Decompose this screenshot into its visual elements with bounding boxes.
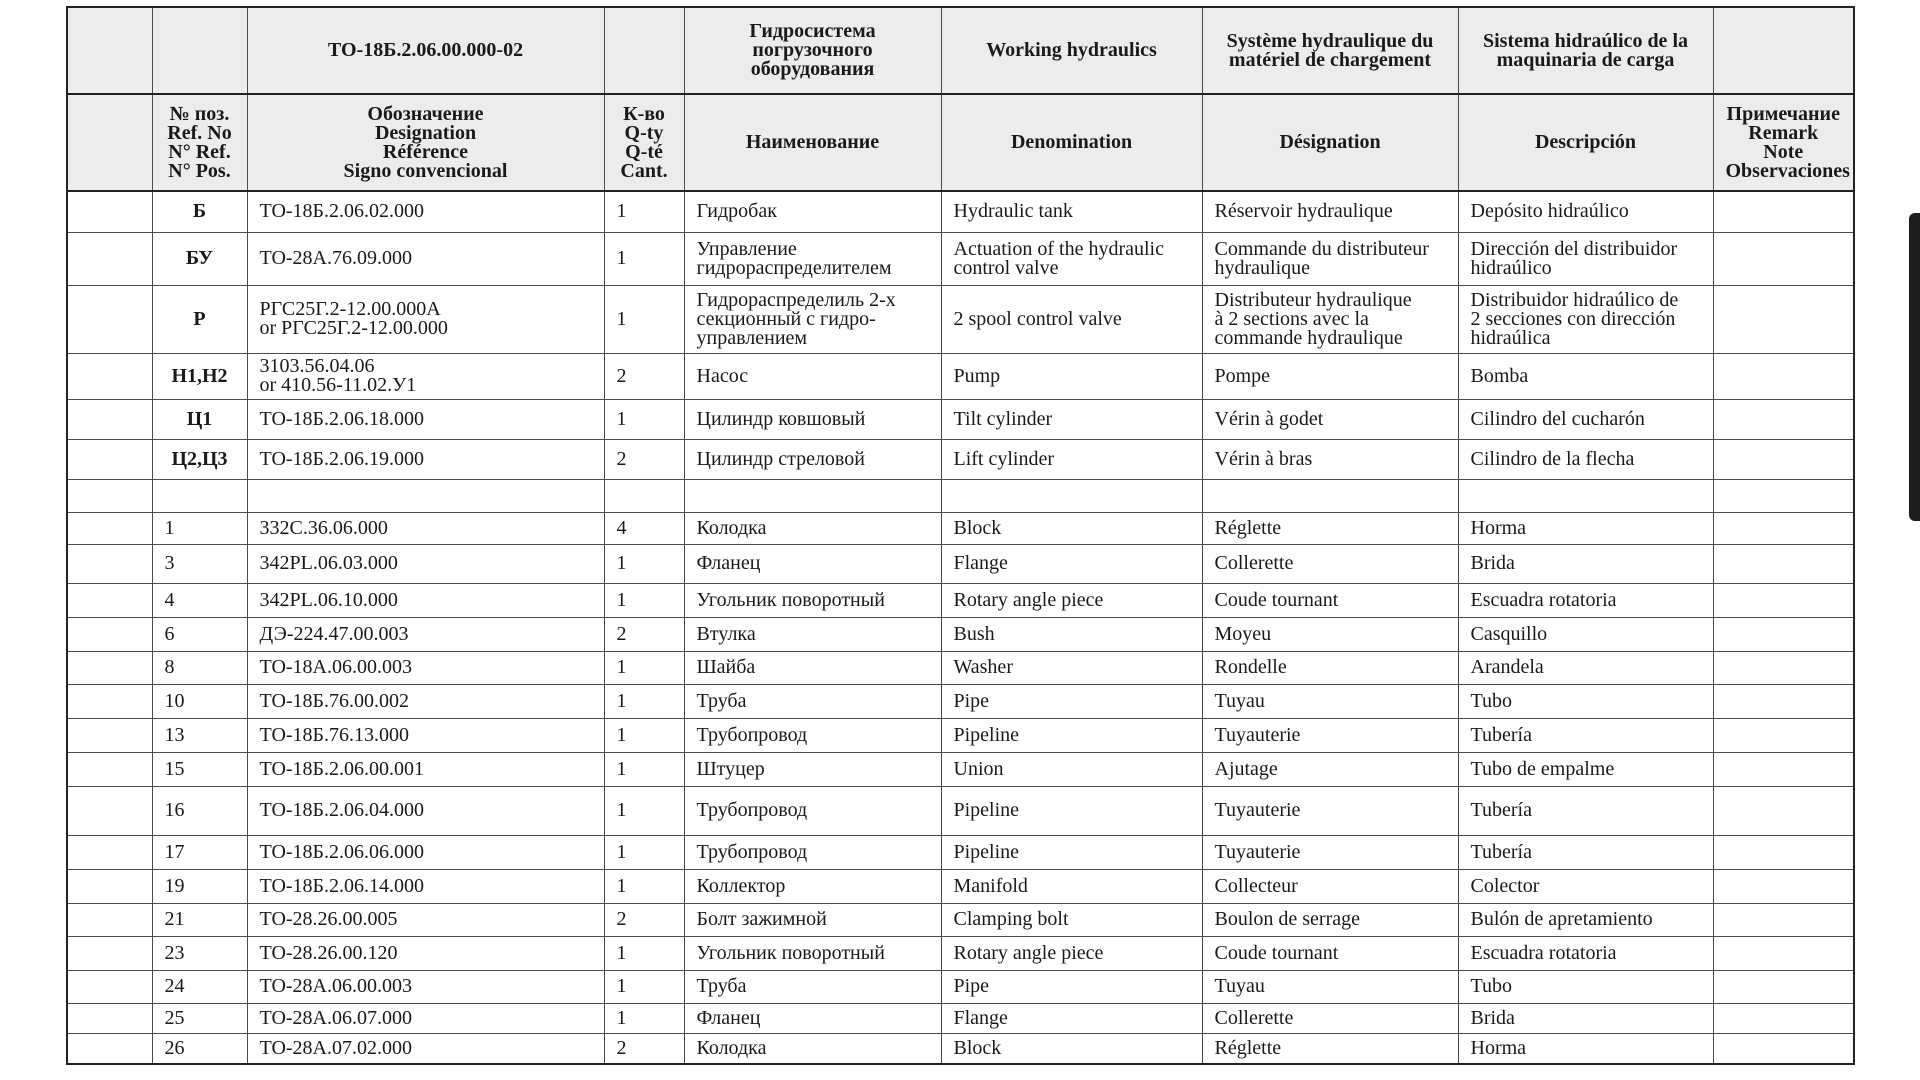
cell-qty: 2 <box>604 617 684 651</box>
cell-name-fr: Coude tournant <box>1202 583 1458 617</box>
cell-pos: 8 <box>152 651 247 684</box>
cell-designation: ДЭ-224.47.00.003 <box>247 617 604 651</box>
section-title-ru: Гидросистема погрузочного оборудования <box>684 7 941 94</box>
table-row <box>67 651 1854 684</box>
cell-name-fr: Collerette <box>1202 544 1458 583</box>
cell-remark <box>1713 869 1854 903</box>
cell-name-ru: Трубопровод <box>684 835 941 869</box>
cell-qty: 1 <box>604 285 684 353</box>
column-header-remark: Примечание Remark Note Observaciones <box>1713 94 1854 191</box>
cell-name-ru: Насос <box>684 353 941 399</box>
header-blank-cell <box>152 7 247 94</box>
column-header-name-en: Denomination <box>941 94 1202 191</box>
cell-name-ru: Управление гидрораспределителем <box>684 232 941 285</box>
table-row <box>67 970 1854 1003</box>
cell-qty: 1 <box>604 835 684 869</box>
cell-name-ru: Угольник поворотный <box>684 583 941 617</box>
cell-name-es: Tubo de empalme <box>1458 752 1713 786</box>
row-blank-cell <box>67 1033 152 1064</box>
parts-list-table <box>66 6 1855 1065</box>
cell-name-es: Tubería <box>1458 718 1713 752</box>
cell-pos: 19 <box>152 869 247 903</box>
cell-name-es <box>1458 479 1713 512</box>
cell-name-ru <box>684 479 941 512</box>
table-row <box>67 353 1854 399</box>
section-title-fr: Système hydraulique du matériel de chargement <box>1202 7 1458 94</box>
cell-name-es: Horma <box>1458 1033 1713 1064</box>
cell-name-fr: Vérin à godet <box>1202 399 1458 439</box>
document-title: ТО-18Б.2.06.00.000-02 <box>247 7 604 94</box>
cell-name-fr: Réservoir hydraulique <box>1202 191 1458 232</box>
table-row <box>67 399 1854 439</box>
cell-name-en: Pipe <box>941 684 1202 718</box>
cell-name-ru: Втулка <box>684 617 941 651</box>
cell-name-es: Brida <box>1458 544 1713 583</box>
cell-name-en: Rotary angle piece <box>941 583 1202 617</box>
row-blank-cell <box>67 544 152 583</box>
cell-remark <box>1713 512 1854 544</box>
cell-name-ru: Гидробак <box>684 191 941 232</box>
cell-name-ru: Гидрораспределиль 2-х секционный с гидро- управлением <box>684 285 941 353</box>
table-row <box>67 1003 1854 1033</box>
cell-name-en: Pump <box>941 353 1202 399</box>
cell-qty: 1 <box>604 544 684 583</box>
header-blank-cell <box>1713 7 1854 94</box>
cell-pos <box>152 479 247 512</box>
cell-remark <box>1713 617 1854 651</box>
cell-name-es: Colector <box>1458 869 1713 903</box>
cell-pos: Н1,Н2 <box>152 353 247 399</box>
cell-name-es: Tubo <box>1458 684 1713 718</box>
cell-name-en: Hydraulic tank <box>941 191 1202 232</box>
row-blank-cell <box>67 752 152 786</box>
cell-name-fr: Commande du distributeur hydraulique <box>1202 232 1458 285</box>
cell-name-ru: Болт зажимной <box>684 903 941 936</box>
cell-pos: 3 <box>152 544 247 583</box>
cell-qty <box>604 479 684 512</box>
cell-remark <box>1713 399 1854 439</box>
cell-remark <box>1713 684 1854 718</box>
cell-name-fr: Collerette <box>1202 1003 1458 1033</box>
cell-remark <box>1713 970 1854 1003</box>
row-blank-cell <box>67 617 152 651</box>
table-row <box>67 512 1854 544</box>
cell-name-en: Flange <box>941 544 1202 583</box>
cell-remark <box>1713 583 1854 617</box>
cell-name-es: Tubería <box>1458 786 1713 835</box>
table-row <box>67 903 1854 936</box>
row-blank-cell <box>67 353 152 399</box>
cell-designation: ТО-18Б.2.06.02.000 <box>247 191 604 232</box>
column-header-designation: Обозначение Designation Référence Signo convencional <box>247 94 604 191</box>
cell-name-fr: Vérin à bras <box>1202 439 1458 479</box>
cell-designation <box>247 479 604 512</box>
column-header-pos: № поз. Ref. No N° Ref. N° Pos. <box>152 94 247 191</box>
cell-name-fr: Boulon de serrage <box>1202 903 1458 936</box>
cell-designation: ТО-18Б.76.13.000 <box>247 718 604 752</box>
row-blank-cell <box>67 439 152 479</box>
cell-remark <box>1713 936 1854 970</box>
cell-qty: 2 <box>604 1033 684 1064</box>
cell-name-en: Actuation of the hydraulic control valve <box>941 232 1202 285</box>
cell-pos: 13 <box>152 718 247 752</box>
cell-pos: 24 <box>152 970 247 1003</box>
table-row <box>67 285 1854 353</box>
cell-qty: 1 <box>604 191 684 232</box>
cell-name-en: Rotary angle piece <box>941 936 1202 970</box>
row-blank-cell <box>67 786 152 835</box>
cell-name-en: Pipe <box>941 970 1202 1003</box>
cell-name-es: Escuadra rotatoria <box>1458 583 1713 617</box>
row-blank-cell <box>67 285 152 353</box>
table-row <box>67 191 1854 232</box>
cell-name-en: Tilt cylinder <box>941 399 1202 439</box>
cell-name-en: Block <box>941 512 1202 544</box>
cell-name-en: 2 spool control valve <box>941 285 1202 353</box>
cell-name-es: Cilindro de la flecha <box>1458 439 1713 479</box>
column-header-row <box>67 94 1854 191</box>
cell-name-ru: Цилиндр ковшовый <box>684 399 941 439</box>
cell-remark <box>1713 903 1854 936</box>
cell-remark <box>1713 191 1854 232</box>
column-header-blank <box>67 94 152 191</box>
cell-pos: 17 <box>152 835 247 869</box>
cell-remark <box>1713 1003 1854 1033</box>
cell-designation: ТО-18Б.2.06.00.001 <box>247 752 604 786</box>
cell-name-ru: Колодка <box>684 512 941 544</box>
cell-name-es: Arandela <box>1458 651 1713 684</box>
row-blank-cell <box>67 232 152 285</box>
cell-qty: 1 <box>604 786 684 835</box>
cell-remark <box>1713 835 1854 869</box>
table-row <box>67 544 1854 583</box>
cell-pos: 15 <box>152 752 247 786</box>
table-row <box>67 617 1854 651</box>
row-blank-cell <box>67 583 152 617</box>
cell-name-fr: Réglette <box>1202 512 1458 544</box>
row-blank-cell <box>67 512 152 544</box>
cell-name-en: Washer <box>941 651 1202 684</box>
cell-designation: РГС25Г.2-12.00.000А or РГС25Г.2-12.00.000 <box>247 285 604 353</box>
cell-qty: 1 <box>604 399 684 439</box>
cell-name-es: Depósito hidraúlico <box>1458 191 1713 232</box>
cell-remark <box>1713 285 1854 353</box>
table-row <box>67 232 1854 285</box>
cell-pos: 4 <box>152 583 247 617</box>
cell-name-fr: Coude tournant <box>1202 936 1458 970</box>
cell-pos: Ц2,Ц3 <box>152 439 247 479</box>
cell-name-es: Casquillo <box>1458 617 1713 651</box>
cell-name-ru: Угольник поворотный <box>684 936 941 970</box>
cell-designation: ТО-28.26.00.005 <box>247 903 604 936</box>
header-blank-cell <box>67 7 152 94</box>
cell-designation: ТО-28А.07.02.000 <box>247 1033 604 1064</box>
cell-designation: ТО-18Б.2.06.06.000 <box>247 835 604 869</box>
table-row <box>67 835 1854 869</box>
column-header-name-fr: Désignation <box>1202 94 1458 191</box>
cell-name-ru: Трубопровод <box>684 718 941 752</box>
cell-designation: ТО-28А.76.09.000 <box>247 232 604 285</box>
row-blank-cell <box>67 970 152 1003</box>
cell-name-es: Bulón de apretamiento <box>1458 903 1713 936</box>
cell-designation: ТО-18А.06.00.003 <box>247 651 604 684</box>
cell-qty: 2 <box>604 903 684 936</box>
cell-name-fr: Ajutage <box>1202 752 1458 786</box>
table-row <box>67 869 1854 903</box>
cell-name-ru: Штуцер <box>684 752 941 786</box>
cell-remark <box>1713 786 1854 835</box>
table-row <box>67 936 1854 970</box>
cell-name-es: Tubo <box>1458 970 1713 1003</box>
cell-pos: 23 <box>152 936 247 970</box>
cell-qty: 1 <box>604 684 684 718</box>
cell-remark <box>1713 353 1854 399</box>
cell-pos: 25 <box>152 1003 247 1033</box>
cell-pos: 1 <box>152 512 247 544</box>
cell-qty: 2 <box>604 353 684 399</box>
cell-name-fr: Tuyau <box>1202 684 1458 718</box>
table-row <box>67 684 1854 718</box>
cell-name-es: Brida <box>1458 1003 1713 1033</box>
cell-name-es: Dirección del distribuidor hidraúlico <box>1458 232 1713 285</box>
cell-remark <box>1713 479 1854 512</box>
table-row <box>67 583 1854 617</box>
cell-name-en: Pipeline <box>941 835 1202 869</box>
cell-remark <box>1713 718 1854 752</box>
header-blank-cell <box>604 7 684 94</box>
table-row <box>67 439 1854 479</box>
cell-designation: ТО-28.26.00.120 <box>247 936 604 970</box>
title-row <box>67 7 1854 94</box>
cell-name-es: Escuadra rotatoria <box>1458 936 1713 970</box>
cell-remark <box>1713 439 1854 479</box>
cell-name-ru: Фланец <box>684 1003 941 1033</box>
row-blank-cell <box>67 903 152 936</box>
cell-name-fr: Collecteur <box>1202 869 1458 903</box>
cell-pos: Б <box>152 191 247 232</box>
cell-name-ru: Коллектор <box>684 869 941 903</box>
page-edge-mark <box>1909 213 1920 521</box>
cell-name-fr: Distributeur hydraulique à 2 sections avec la commande hydraulique <box>1202 285 1458 353</box>
cell-pos: 16 <box>152 786 247 835</box>
cell-name-ru: Трубопровод <box>684 786 941 835</box>
cell-designation: ТО-18Б.2.06.04.000 <box>247 786 604 835</box>
cell-pos: Р <box>152 285 247 353</box>
cell-qty: 1 <box>604 970 684 1003</box>
table-row <box>67 1033 1854 1064</box>
cell-name-fr: Réglette <box>1202 1033 1458 1064</box>
row-blank-cell <box>67 835 152 869</box>
cell-qty: 4 <box>604 512 684 544</box>
cell-qty: 1 <box>604 752 684 786</box>
cell-pos: 6 <box>152 617 247 651</box>
cell-name-ru: Труба <box>684 684 941 718</box>
cell-name-ru: Фланец <box>684 544 941 583</box>
row-blank-cell <box>67 479 152 512</box>
cell-name-ru: Шайба <box>684 651 941 684</box>
cell-qty: 1 <box>604 718 684 752</box>
cell-designation: ТО-18Б.2.06.19.000 <box>247 439 604 479</box>
cell-name-en: Union <box>941 752 1202 786</box>
cell-name-es: Cilindro del cucharón <box>1458 399 1713 439</box>
cell-name-ru: Цилиндр стреловой <box>684 439 941 479</box>
cell-designation: ТО-28А.06.07.000 <box>247 1003 604 1033</box>
cell-name-fr: Tuyauterie <box>1202 835 1458 869</box>
cell-name-fr: Tuyauterie <box>1202 718 1458 752</box>
cell-name-en: Pipeline <box>941 718 1202 752</box>
cell-remark <box>1713 544 1854 583</box>
section-title-es: Sistema hidraúlico de la maquinaria de carga <box>1458 7 1713 94</box>
cell-designation: 3103.56.04.06 or 410.56-11.02.У1 <box>247 353 604 399</box>
cell-name-ru: Колодка <box>684 1033 941 1064</box>
cell-pos: БУ <box>152 232 247 285</box>
column-header-qty: К-во Q-ty Q-té Cant. <box>604 94 684 191</box>
cell-designation: ТО-18Б.76.00.002 <box>247 684 604 718</box>
row-blank-cell <box>67 399 152 439</box>
cell-name-en: Manifold <box>941 869 1202 903</box>
cell-name-ru: Труба <box>684 970 941 1003</box>
cell-qty: 1 <box>604 1003 684 1033</box>
table-row <box>67 718 1854 752</box>
column-header-name-ru: Наименование <box>684 94 941 191</box>
cell-name-fr: Pompe <box>1202 353 1458 399</box>
cell-name-en: Lift cylinder <box>941 439 1202 479</box>
cell-name-fr <box>1202 479 1458 512</box>
table-row <box>67 752 1854 786</box>
row-blank-cell <box>67 869 152 903</box>
table-row <box>67 479 1854 512</box>
column-header-name-es: Descripción <box>1458 94 1713 191</box>
cell-name-en: Block <box>941 1033 1202 1064</box>
cell-qty: 1 <box>604 869 684 903</box>
cell-designation: ТО-18Б.2.06.14.000 <box>247 869 604 903</box>
row-blank-cell <box>67 191 152 232</box>
cell-remark <box>1713 752 1854 786</box>
cell-designation: ТО-28А.06.00.003 <box>247 970 604 1003</box>
cell-qty: 1 <box>604 232 684 285</box>
cell-name-en: Flange <box>941 1003 1202 1033</box>
cell-designation: 332С.36.06.000 <box>247 512 604 544</box>
cell-name-es: Bomba <box>1458 353 1713 399</box>
cell-pos: 21 <box>152 903 247 936</box>
cell-qty: 2 <box>604 439 684 479</box>
cell-pos: 10 <box>152 684 247 718</box>
cell-name-fr: Moyeu <box>1202 617 1458 651</box>
cell-designation: 342PL.06.03.000 <box>247 544 604 583</box>
cell-pos: 26 <box>152 1033 247 1064</box>
cell-name-fr: Tuyau <box>1202 970 1458 1003</box>
cell-designation: 342PL.06.10.000 <box>247 583 604 617</box>
cell-name-es: Tubería <box>1458 835 1713 869</box>
cell-name-en: Clamping bolt <box>941 903 1202 936</box>
cell-qty: 1 <box>604 936 684 970</box>
cell-remark <box>1713 232 1854 285</box>
cell-name-fr: Tuyauterie <box>1202 786 1458 835</box>
cell-remark <box>1713 1033 1854 1064</box>
cell-name-en: Pipeline <box>941 786 1202 835</box>
row-blank-cell <box>67 684 152 718</box>
cell-qty: 1 <box>604 651 684 684</box>
row-blank-cell <box>67 651 152 684</box>
row-blank-cell <box>67 1003 152 1033</box>
cell-pos: Ц1 <box>152 399 247 439</box>
cell-name-fr: Rondelle <box>1202 651 1458 684</box>
cell-designation: ТО-18Б.2.06.18.000 <box>247 399 604 439</box>
row-blank-cell <box>67 718 152 752</box>
cell-remark <box>1713 651 1854 684</box>
cell-name-es: Horma <box>1458 512 1713 544</box>
table-row <box>67 786 1854 835</box>
cell-name-es: Distribuidor hidraúlico de 2 secciones con dirección hidraúlica <box>1458 285 1713 353</box>
row-blank-cell <box>67 936 152 970</box>
cell-name-en <box>941 479 1202 512</box>
cell-qty: 1 <box>604 583 684 617</box>
section-title-en: Working hydraulics <box>941 7 1202 94</box>
cell-name-en: Bush <box>941 617 1202 651</box>
